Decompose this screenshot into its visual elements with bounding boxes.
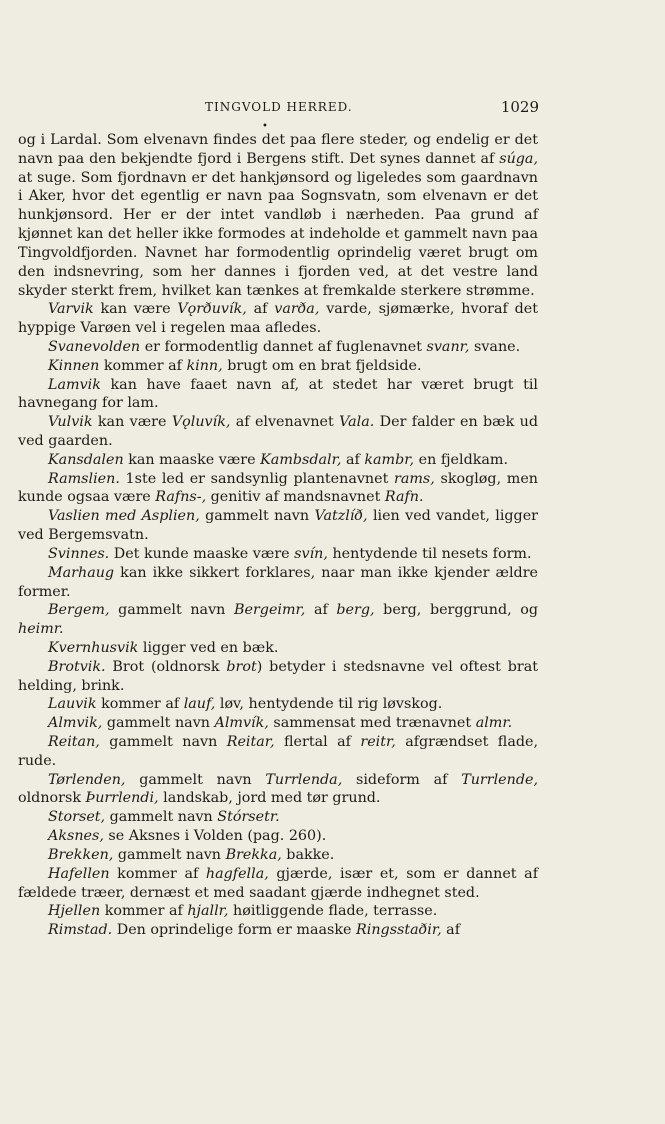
entry-svinnes: Svinnes. Det kunde maaske være svín, hentydende til nesets form. — [48, 545, 532, 562]
page-number: 1029 — [500, 98, 539, 116]
body-text — [18, 131, 538, 940]
entry-hjellen: Hjellen kommer af hjallr, høitliggende flade, terrasse. — [48, 903, 438, 920]
entry-almvik: Almvik, gammelt navn Almvík, sammensat med trænavnet almr. — [48, 715, 513, 732]
paragraph: og i Lardal. Som elvenavn findes det paa flere steder, og endelig er det navn paa den bekjendte fjord i Bergens stift. Det synes dannet af súga, at suge. Som fjordnavn er det hankjønsord og ligeledes som gaardnavn i Aker, hvor det egentlig er navn paa Sognsvatn, som elvenavn er det hunkjønsord. Her er der intet vandløb i nærheden. Paa grund af kjønnet kan det heller ikke formodes at indeholde et gammelt navn paa Tingvoldfjorden. Navnet har formodentlig oprindelig været brugt om den indsnevring, som her dannes i fjorden ved, at det vestre land skyder sterkt frem, hvilket kan tænkes at fremkalde sterkere strømme. — [18, 132, 538, 299]
entry-kansdalen: Kansdalen kan maaske være Kambsdalr, af kambr, en fjeldkam. — [48, 451, 509, 468]
entry-kinnen: Kinnen kommer af kinn, brugt om en brat fjeldside. — [48, 357, 422, 374]
entry-lauvik: Lauvik kommer af lauf, løv, hentydende til rig løvskog. — [48, 696, 443, 713]
entry-reitan: Reitan, gammelt navn Reitar, flertal af reitr, afgrændset flade, rude. — [18, 734, 538, 769]
entry-storset: Storset, gammelt navn Stórsetr. — [48, 809, 280, 826]
entry-vaslien: Vaslien med Asplien, gammelt navn Vatzlíð, lien ved vandet, ligger ved Bergemsvatn. — [18, 508, 538, 544]
entry-torlenden: Tørlenden, gammelt navn Turrlenda, sideform af Turrlende, oldnorsk Þurrlendi, landskab, jord med tør grund. — [18, 771, 538, 807]
ink-dot: • — [262, 121, 268, 132]
entry-brotvik: Brotvik. Brot (oldnorsk brot) betyder i stedsnavne vel oftest brat helding, brink. — [18, 658, 538, 694]
header-title: TINGVOLD HERRED. — [205, 100, 353, 114]
entry-kvernhusvik: Kvernhusvik ligger ved en bæk. — [48, 639, 279, 656]
entry-ramslien: Ramslien. 1ste led er sandsynlig plantenavnet rams, skogløg, men kunde ogsaa være Rafns-, genitiv af mandsnavnet Rafn. — [18, 470, 539, 506]
entry-marhaug: Marhaug kan ikke sikkert forklares, naar man ikke kjender ældre former. — [18, 564, 538, 600]
entry-varvik: Varvik kan være Vǫrðuvík, af varða, varde, sjømærke, hvoraf det hyppige Varøen vel i regelen maa afledes. — [18, 301, 539, 337]
entry-lamvik: Lamvik kan have faaet navn af, at stedet har været brugt til havnegang for lam. — [18, 376, 538, 412]
entry-bergem: Bergem, gammelt navn Bergeimr, af berg, berg, berggrund, og heimr. — [18, 602, 539, 638]
entry-hafellen: Hafellen kommer af hagfella, gjærde, især et, som er dannet af fældede træer, dernæst et med saadant gjærde indhegnet sted. — [18, 865, 538, 901]
entry-brekken: Brekken, gammelt navn Brekka, bakke. — [48, 846, 335, 863]
entry-svanevolden: Svanevolden er formodentlig dannet af fuglenavnet svanr, svane. — [48, 338, 521, 355]
entry-vulvik: Vulvik kan være Vǫluvík, af elvenavnet Vala. Der falder en bæk ud ved gaarden. — [18, 414, 538, 449]
entry-aksnes: Aksnes, se Aksnes i Volden (pag. 260). — [48, 828, 327, 845]
entry-rimstad: Rimstad. Den oprindelige form er maaske Ringsstaðir, af — [48, 922, 461, 939]
running-header — [0, 100, 665, 120]
